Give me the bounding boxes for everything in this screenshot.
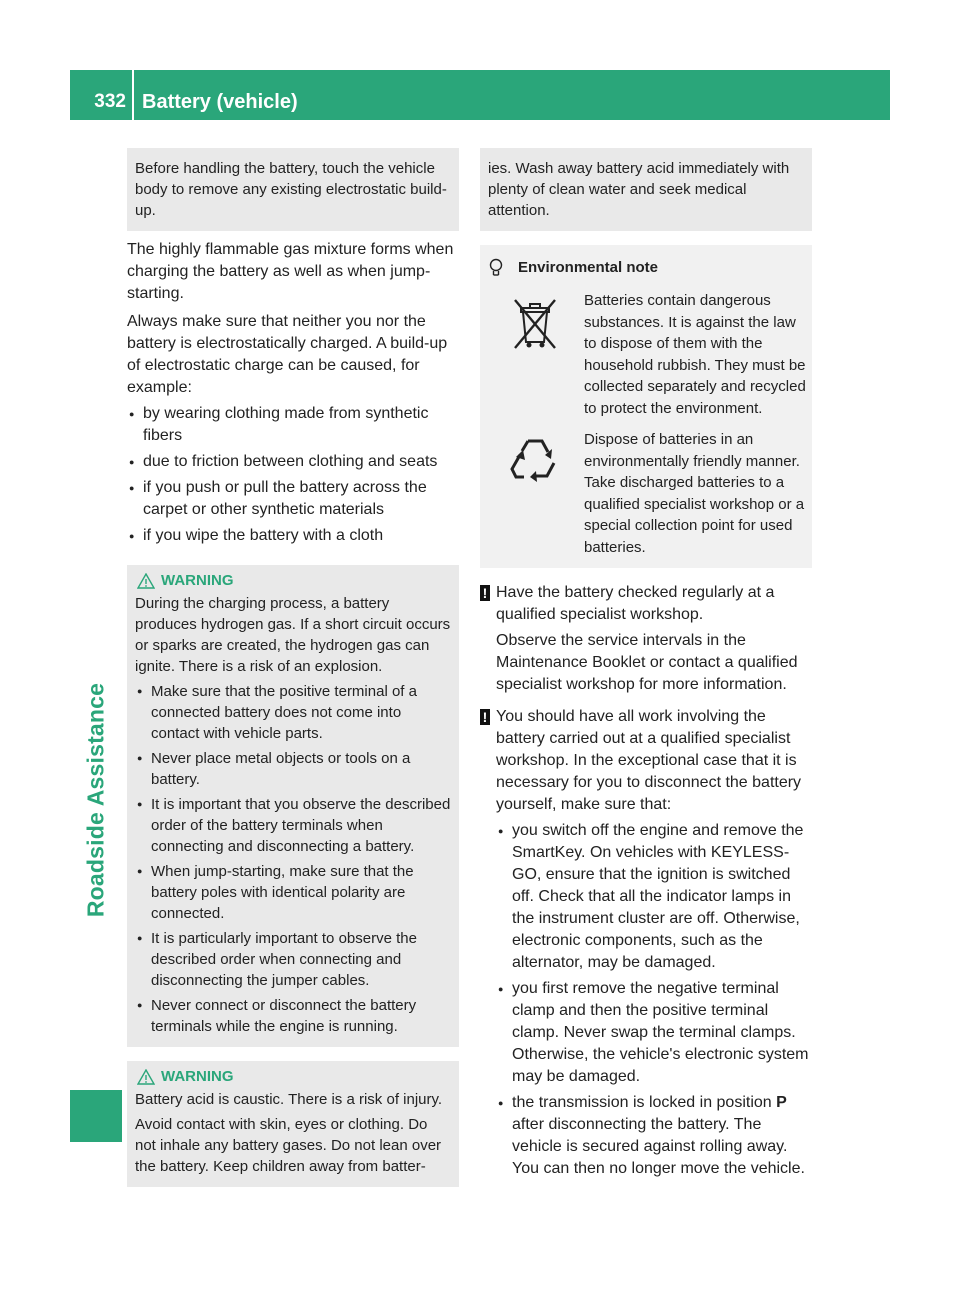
- gear-position: P: [776, 1094, 787, 1111]
- disconnect-conditions-list: [496, 820, 812, 1180]
- environmental-row: [486, 429, 806, 558]
- page-header: [70, 70, 890, 120]
- list-item: ● Never place metal objects or tools on a battery.: [135, 748, 451, 790]
- list-item: ● When jump-starting, make sure that the battery poles with identical polarity are connected.: [135, 861, 451, 924]
- list-item: [496, 1092, 812, 1180]
- list-item: ● due to friction between clothing and seats: [127, 451, 459, 473]
- warning-triangle-icon: [137, 573, 155, 589]
- header-divider: [132, 70, 134, 120]
- page-number: 332: [94, 91, 126, 112]
- list-item: ● It is important that you observe the described order of the battery terminals when connecting and disconnecting a battery.: [135, 794, 451, 857]
- list-item: ● Make sure that the positive terminal of a connected battery does not come into contact with vehicle parts.: [135, 681, 451, 744]
- warning-heading: [135, 1067, 451, 1087]
- exclamation-icon: !: [480, 709, 490, 725]
- notice-battery-check: [480, 582, 812, 696]
- environmental-note-heading: [486, 255, 806, 280]
- environmental-note-box: [480, 245, 812, 568]
- exclamation-icon: !: [480, 585, 490, 601]
- warning-list: [135, 681, 451, 1037]
- right-column: [480, 148, 812, 1180]
- lightbulb-icon: [488, 258, 504, 278]
- warning-text: During the charging process, a battery produces hydrogen gas. If a short circuit occurs or sparks are created, the hydrogen gas can ignite. There is a risk of an explosion.: [135, 595, 451, 675]
- page-title: Battery (vehicle): [142, 91, 298, 113]
- warning-continuation-box: ies. Wash away battery acid immediately with plenty of clean water and seek medical attention.: [480, 148, 812, 231]
- paragraph-electrostatic: Always make sure that neither you nor the battery is electrostatically charged. A build-up of electrostatic charge can be caused, for example:: [127, 313, 448, 396]
- list-item: ● It is particularly important to observe the described order when connecting and disconnecting the jumper cables.: [135, 928, 451, 991]
- warning-title: WARNING: [161, 1068, 234, 1085]
- intro-box: Before handling the battery, touch the vehicle body to remove any existing electrostatic build-up.: [127, 148, 459, 231]
- paragraph-gas: The highly flammable gas mixture forms when charging the battery as well as when jump-starting.: [127, 241, 454, 302]
- notice-text: Observe the service intervals in the Maintenance Booklet or contact a qualified specialist workshop for more information.: [496, 632, 798, 693]
- list-item: ● you switch off the engine and remove the SmartKey. On vehicles with KEYLESS-GO, ensure that the ignition is switched off. Check that all the indicator lamps in the instrument cluster are off. Otherwise, electronic components, such as the alternator, may be damaged.: [496, 820, 812, 974]
- list-item: ● if you push or pull the battery across the carpet or other synthetic materials: [127, 477, 459, 521]
- section-side-label: Roadside Assistance: [82, 682, 109, 918]
- recycle-icon: [508, 435, 562, 487]
- list-item: ● you first remove the negative terminal clamp and then the positive terminal clamp. Never swap the terminal clamps. Otherwise, the vehicle's electronic system may be damaged.: [496, 978, 812, 1088]
- notice-text: You should have all work involving the battery carried out at a qualified specialist workshop. In the exceptional case that it is necessary for you to disconnect the battery yourself, make sure that:: [496, 708, 802, 813]
- warning-triangle-icon: [137, 1069, 155, 1085]
- warning-text: Avoid contact with skin, eyes or clothing. Do not inhale any battery gases. Do not lean over the battery. Keep children away from batter-: [135, 1116, 442, 1175]
- notice-disconnect: [480, 706, 812, 1180]
- warning-text: Battery acid is caustic. There is a risk of injury.: [135, 1091, 443, 1108]
- environmental-text-1: Batteries contain dangerous substances. It is against the law to dispose of them with the household rubbish. They must be collected separately and recycled to protect the environment.: [584, 292, 806, 417]
- left-column: [127, 148, 459, 1187]
- list-item-text: after disconnecting the battery. The vehicle is secured against rolling away. You can then no longer move the vehicle.: [512, 1116, 805, 1177]
- warning-heading: [135, 571, 451, 591]
- list-item: ● by wearing clothing made from synthetic fibers: [127, 403, 459, 447]
- warning-box-acid: [127, 1061, 459, 1187]
- list-item: ● Never connect or disconnect the battery terminals while the engine is running.: [135, 995, 451, 1037]
- electrostatic-causes-list: [127, 403, 459, 547]
- list-item-text: the transmission is locked in position: [512, 1094, 777, 1111]
- list-item: ● if you wipe the battery with a cloth: [127, 525, 459, 547]
- crossed-out-bin-icon: [512, 296, 558, 350]
- notice-text: Have the battery checked regularly at a qualified specialist workshop.: [496, 584, 775, 623]
- environmental-text-2: Dispose of batteries in an environmentally friendly manner. Take discharged batteries to a qualified specialist workshop or a special collection point for used batteries.: [584, 431, 805, 556]
- warning-title: WARNING: [161, 572, 234, 589]
- environmental-row: [486, 290, 806, 419]
- environmental-note-title: Environmental note: [518, 259, 659, 276]
- section-side-tab: [70, 1090, 122, 1142]
- warning-box-explosion: [127, 565, 459, 1047]
